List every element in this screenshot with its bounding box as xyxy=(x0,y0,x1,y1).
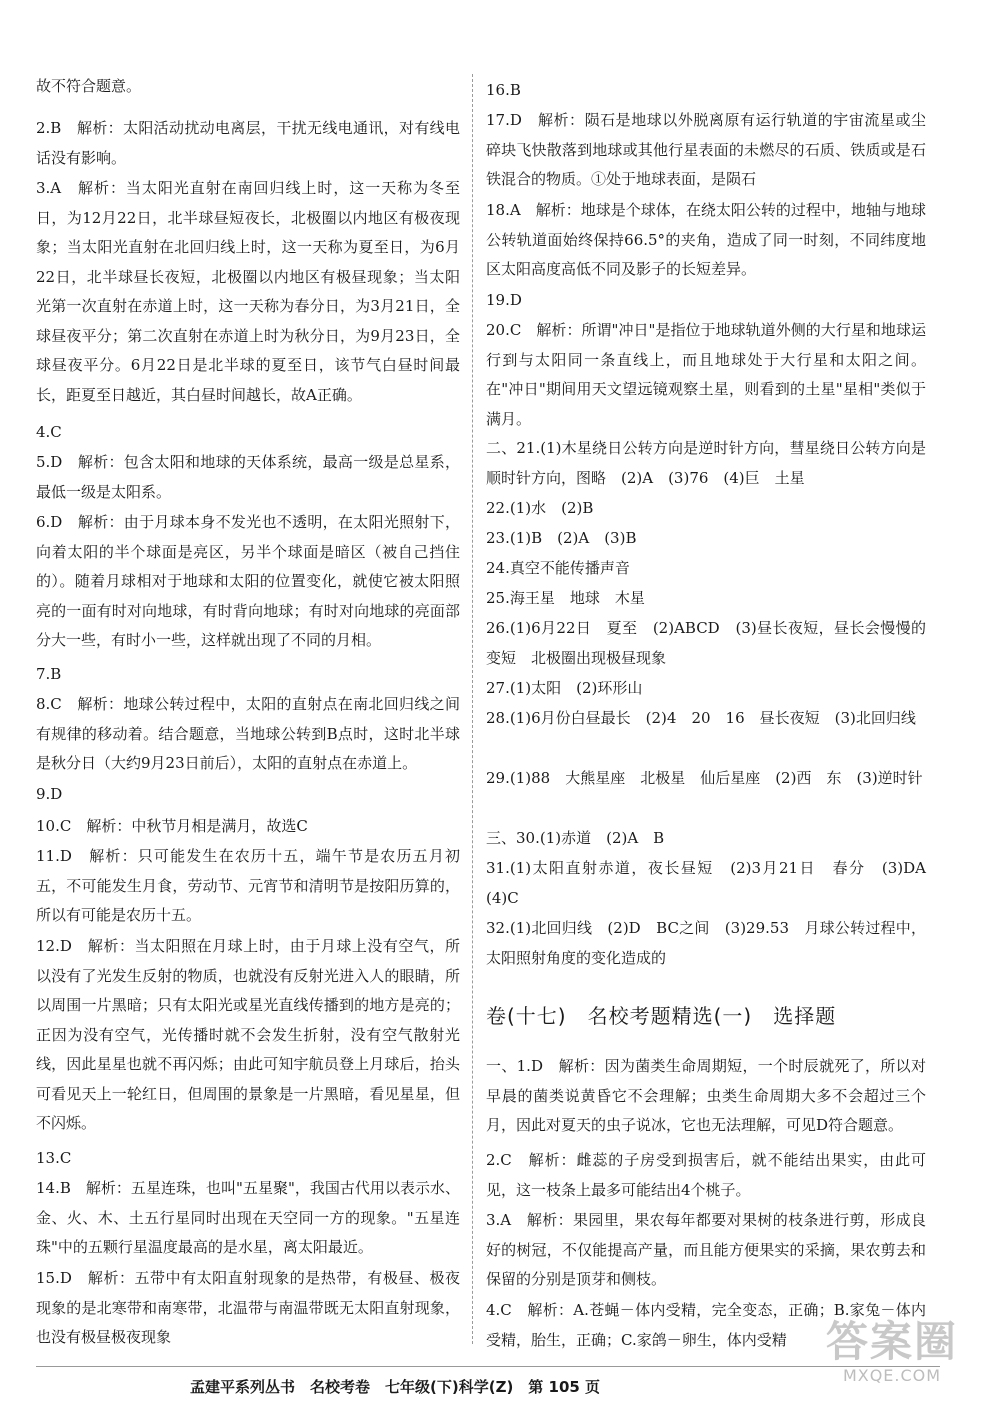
watermark-text: 答案圈 xyxy=(825,1317,958,1366)
answer-text: 19.D xyxy=(486,291,522,309)
answer-text: 故不符合题意。 xyxy=(36,77,142,95)
answer-text: 5.D 解析：包含太阳和地球的天体系统，最高一级是总星系，最低一级是太阳系。 xyxy=(36,453,460,501)
answer-text: 18.A 解析：地球是个球体，在绕太阳公转的过程中，地轴与地球公转轨道面始终保持66.5°的夹角，造成了同一时刻，不同纬度地区太阳高度高低不同及影子的长短差异。 xyxy=(486,201,926,278)
answer-text: 2.C 解析：雌蕊的子房受到损害后，就不能结出果实，由此可见，这一枝条上最多可能结出4个桃子。 xyxy=(486,1151,926,1199)
answer-text: 一、1.D 解析：因为菌类生命周期短，一个时辰就死了，所以对早晨的菌类说黄昏它不会理解；虫类生命周期大多不会超过三个月，因此对夏天的虫子说冰，它也无法理解，可见D符合题意。 xyxy=(486,1057,926,1134)
section-title: 卷(十七) 名校考题精选(一) 选择题 xyxy=(486,1004,837,1028)
answer-text: 15.D 解析：五带中有太阳直射现象的是热带，有极昼、极夜现象的是北寒带和南寒带，北温带与南温带既无太阳直射现象，也没有极昼极夜现象 xyxy=(36,1269,460,1346)
answer-text: 25.海王星 地球 木星 xyxy=(486,589,645,607)
answer-text: 23.(1)B (2)A (3)B xyxy=(486,529,637,547)
answer-text: 28.(1)6月份白昼最长 (2)4 20 16 昼长夜短 (3)北回归线 xyxy=(486,709,916,727)
answer-text: 13.C xyxy=(36,1149,72,1167)
answer-text: 16.B xyxy=(486,81,521,99)
answer-text: 二、21.(1)木星绕日公转方向是逆时针方向，彗星绕日公转方向是顺时针方向，图略 (2)A (3)76 (4)巨 土星 xyxy=(486,439,926,487)
column-divider xyxy=(472,74,473,1344)
answer-text: 31.(1)太阳直射赤道，夜长昼短 (2)3月21日 春分 (3)DA (4)C xyxy=(486,859,942,907)
answer-text: 2.B 解析：太阳活动扰动电离层，干扰无线电通讯，对有线电话没有影响。 xyxy=(36,119,460,167)
answer-text: 20.C 解析：所谓"冲日"是指位于地球轨道外侧的大行星和地球运行到与太阳同一条直线上，而且地球处于大行星和太阳之间。在"冲日"期间用天文望远镜观察土星，则看到的土星"星相"类似于满月。 xyxy=(486,321,926,428)
answer-text: 9.D xyxy=(36,785,63,803)
answer-text: 3.A 解析：果园里，果农每年都要对果树的枝条进行剪，形成良好的树冠，不仅能提高产量，而且能方便果实的采摘，果农剪去和保留的分别是顶芽和侧枝。 xyxy=(486,1211,926,1288)
answer-text: 17.D 解析：陨石是地球以外脱离原有运行轨道的宇宙流星或尘碎块飞快散落到地球或其他行星表面的未燃尽的石质、铁质或是石铁混合的物质。①处于地球表面，是陨石 xyxy=(486,111,926,188)
answer-text: 4.C xyxy=(36,423,62,441)
answer-text: 8.C 解析：地球公转过程中，太阳的直射点在南北回归线之间有规律的移动着。结合题意，当地球公转到B点时，这时北半球是秋分日（大约9月23日前后），太阳的直射点在赤道上。 xyxy=(36,695,460,772)
answer-text: 10.C 解析：中秋节月相是满月，故选C xyxy=(36,817,308,835)
watermark-url: MXQE.COM xyxy=(842,1366,942,1385)
answer-text: 22.(1)水 (2)B xyxy=(486,499,594,517)
answer-text: 12.D 解析：当太阳照在月球上时，由于月球上没有空气，所以没有了光发生反射的物质，也就没有反射光进入人的眼睛，所以周围一片黑暗；只有太阳光或星光直线传播到的地方是亮的；正因为没有空气，光传播时就不会发生折射，没有空气散射光线，因此星星也就不再闪烁；由此可知宇航员登上月球后，抬头可看见天上一轮红日，但周围的景象是一片黑暗，看见星星，但不闪烁。 xyxy=(36,937,460,1132)
answer-text: 6.D 解析：由于月球本身不发光也不透明，在太阳光照射下，向着太阳的半个球面是亮区，另半个球面是暗区（被自己挡住的）。随着月球相对于地球和太阳的位置变化，就使它被太阳照亮的一面有时对向地球，有时背向地球；有时对向地球的亮面部分大一些，有时小一些，这样就出现了不同的月相。 xyxy=(36,513,460,649)
answer-text: 29.(1)88 大熊星座 北极星 仙后星座 (2)西 东 (3)逆时针 xyxy=(486,769,923,787)
watermark-logo xyxy=(802,1318,982,1402)
answer-text: 三、30.(1)赤道 (2)A B xyxy=(486,829,665,847)
answer-text: 4.C 解析：A.苍蝇－体内受精，完全变态，正确；B.家兔－体内受精，胎生，正确；C.家鸽－卵生，体内受精 xyxy=(486,1301,926,1349)
footer-text: 孟建平系列丛书 名校考卷 七年级(下)科学(Z) 第 105 页 xyxy=(190,1378,601,1396)
answer-text: 11.D 解析：只可能发生在农历十五，端午节是农历五月初五，不可能发生月食，劳动节、元宵节和清明节是按阳历算的，所以有可能是农历十五。 xyxy=(36,847,460,924)
answer-text: 24.真空不能传播声音 xyxy=(486,559,630,577)
answer-text: 27.(1)太阳 (2)环形山 xyxy=(486,679,643,697)
answer-text: 26.(1)6月22日 夏至 (2)ABCD (3)昼长夜短，昼长会慢慢的变短 北极圈出现极昼现象 xyxy=(486,619,926,667)
answer-text: 3.A 解析：当太阳光直射在南回归线上时，这一天称为冬至日，为12月22日，北半球昼短夜长，北极圈以内地区有极夜现象；当太阳光直射在北回归线上时，这一天称为夏至日，为6月22日，北半球昼长夜短，北极圈以内地区有极昼现象；当太阳光第一次直射在赤道上时，这一天称为春分日，为3月21日，全球昼夜平分；第二次直射在赤道上时为秋分日，为9月23日，全球昼夜平分。6月22日是北半球的夏至日，该节气白昼时间最长，距夏至日越近，其白昼时间越长，故A正确。 xyxy=(36,179,460,404)
answer-text: 32.(1)北回归线 (2)D BC之间 (3)29.53 月球公转过程中，太阳照射角度的变化造成的 xyxy=(486,919,926,967)
answer-text: 14.B 解析：五星连珠，也叫"五星聚"，我国古代用以表示水、金、火、木、土五行星同时出现在天空同一方的现象。"五星连珠"中的五颗行星温度最高的是水星，离太阳最近。 xyxy=(36,1179,460,1256)
answer-text: 7.B xyxy=(36,665,62,683)
